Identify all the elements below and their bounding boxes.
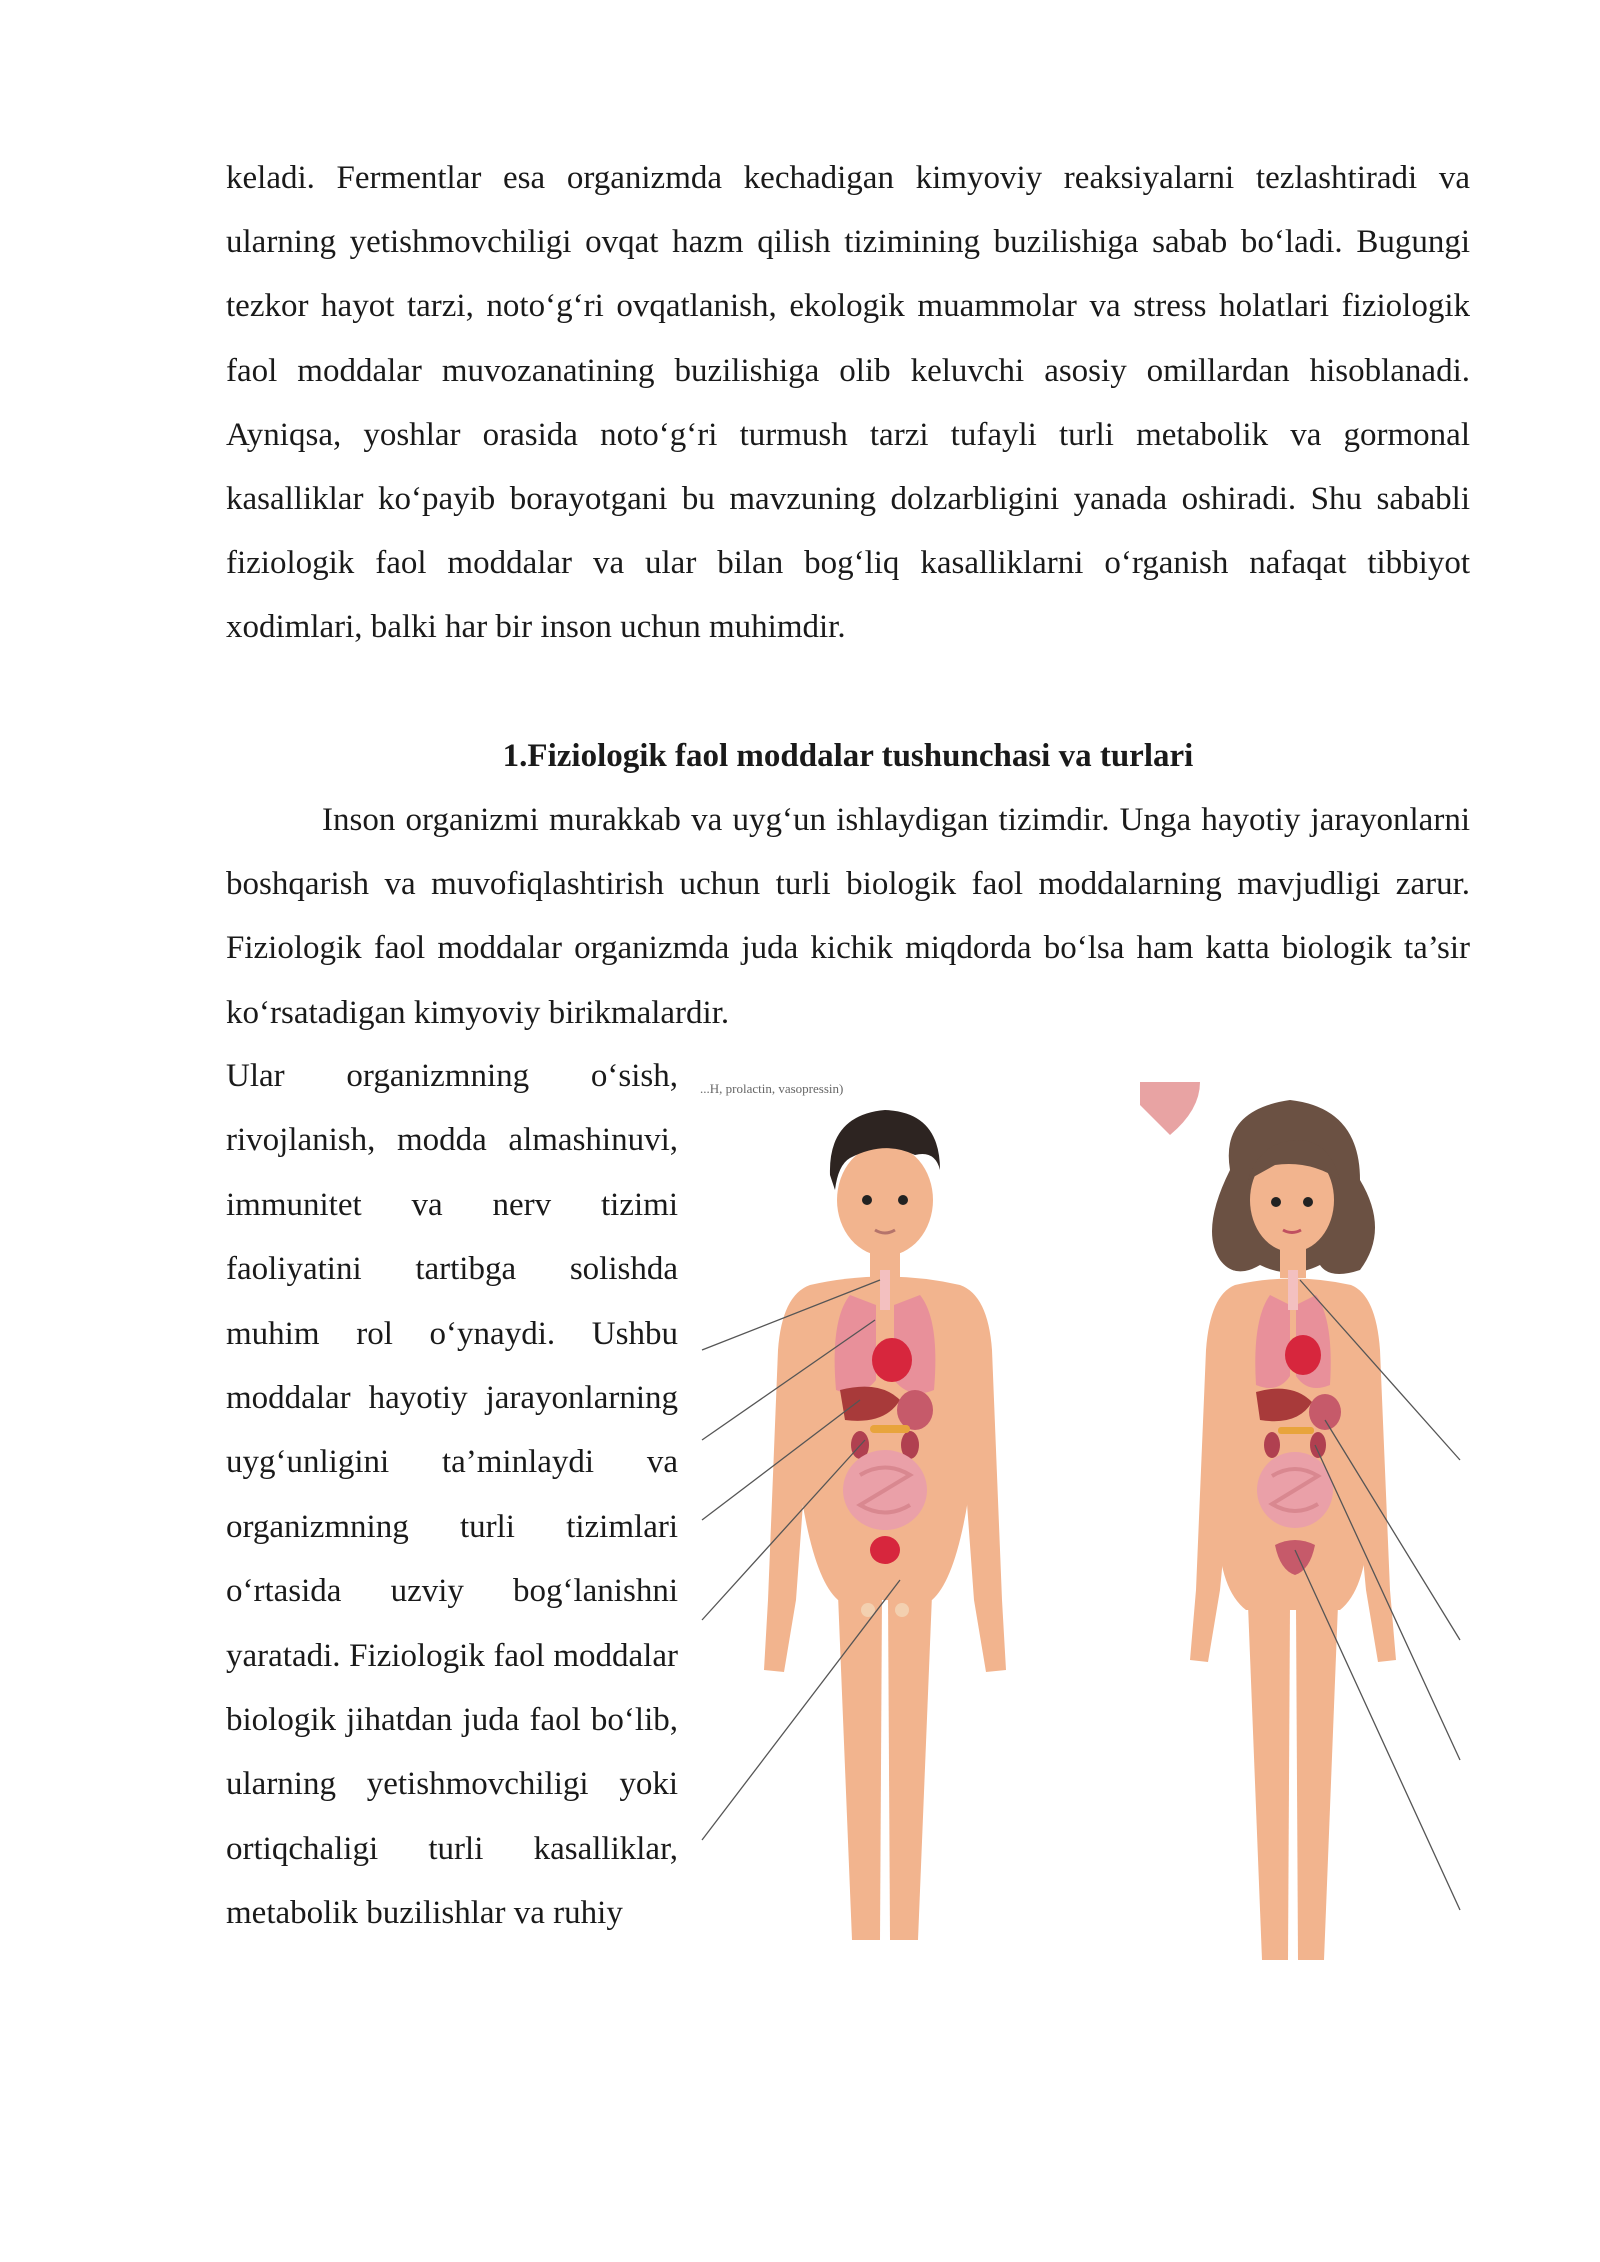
wrapped-paragraph: Ular organizmning o‘sish, rivojlanish, modda almashinuvi, immunitet va nerv tizimi faoliyatini tartibga solishda muhim rol o‘ynaydi. Ushbu moddalar hayotiy jarayonlarning uyg‘unligini ta’minlaydi va organizmning turli tizimlari o‘rtasida uzviy bog‘lanishni yaratadi. Fiziologik faol moddalar biologik jihatdan juda faol bo‘lib, ularning yetishmovchiligi yoki ortiqchaligi turli kasalliklar, metabolik buzilishlar va ruhiy (226, 1058, 678, 1932)
section-paragraph: Inson organizmi murakkab va uyg‘un ishlaydigan tizimdir. Unga hayotiy jarayonlarni boshqarish va muvofiqlashtirish uchun turli biologik faol moddalarning mavjudligi zarur. Fiziologik faol moddalar organizmda juda kichik miqdorda bo‘lsa ham katta biologik ta’sir ko‘rsatadigan kimyoviy birikmalardir. (226, 802, 1470, 1031)
female-figure (1190, 1100, 1460, 1960)
intro-paragraph: keladi. Fermentlar esa organizmda kechadigan kimyoviy reaksiyalarni tezlashtiradi va ularning yetishmovchiligi ovqat hazm qilish tizimining buzilishiga sabab bo‘ladi. Bugungi tezkor hayot tarzi, noto‘g‘ri ovqatlanish, ekologik muammolar va stress holatlari fiziologik faol moddalar muvozanatining buzilishiga olib keluvchi asosiy omillardan hisoblanadi. Ayniqsa, yoshlar orasida noto‘g‘ri turmush tarzi tufayli turli metabolik va gormonal kasalliklar ko‘payib borayotgani bu mavzuning dolzarbligini yanada oshiradi. Shu sababli fiziologik faol moddalar va ular bilan bog‘liq kasalliklarni o‘rganish nafaqat tibbiyot xodimlari, balki har bir inson uchun muhimdir. (226, 160, 1470, 646)
male-figure (702, 1110, 1006, 1940)
human-anatomy-icon (700, 1080, 1470, 2080)
section-heading: 1.Fiziologik faol moddalar tushunchasi va turlari (502, 738, 1194, 774)
figure-caption-fragment: ...H, prolactin, vasopressin) (700, 1081, 844, 1096)
organ-fragment-icon (1140, 1082, 1200, 1135)
human-anatomy-figure (700, 1080, 1470, 2080)
